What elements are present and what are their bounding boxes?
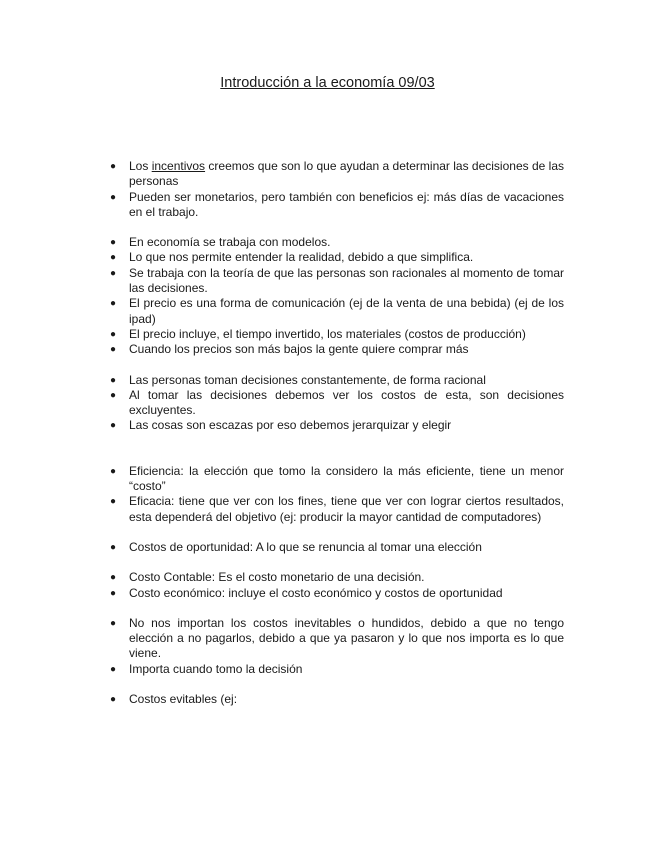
list-item [110,250,564,265]
item-text: El precio incluye, el tiempo invertido, los materiales (costos de producción) [129,326,526,341]
item-text: Se trabaja con la teoría de que las personas son racionales al momento de tomar las decisiones. [129,265,564,296]
bullet-icon: ● [110,374,117,386]
bullet-icon: ● [110,344,117,356]
list-item [110,570,564,585]
list-item [110,327,564,342]
item-text: Al tomar las decisiones debemos ver los costos de esta, son decisiones excluyentes. [129,387,564,418]
bullet-icon: ● [110,587,117,599]
item-text: Cuando los precios son más bajos la gente quiere comprar más [129,342,469,357]
item-text: Eficacia: tiene que ver con los fines, tiene que ver con lograr ciertos resultados, esta dependerá del objetivo (ej: producir la mayor cantidad de computadores) [129,494,564,524]
item-text: Pueden ser monetarios, pero también con beneficios ej: más días de vacaciones en el trabajo. [129,189,564,219]
list-item [110,586,564,601]
item-text-prefix: Los [129,159,152,173]
item-text: El precio es una forma de comunicación (ej de la venta de una bebida) (ej de los ipad) [129,296,564,326]
bullet-icon: ● [110,572,117,584]
bullet-icon: ● [110,389,117,401]
list-item [110,540,564,555]
list-item [110,235,564,250]
bullet-group-costos [110,570,564,601]
item-text: Lo que nos permite entender la realidad, debido a que simplifica. [129,250,474,265]
item-text: creemos que son lo que ayudan a determinar las decisiones de las personas [129,159,564,189]
bullet-icon: ● [110,541,117,553]
item-text: Costo económico: incluye el costo económico y costos de oportunidad [129,585,503,600]
bullet-group-oportunidad [110,540,564,555]
list-item [110,266,564,297]
item-text: Costos evitables (ej: [129,692,238,707]
bullet-icon: ● [110,465,117,477]
bullet-icon: ● [110,694,117,706]
bullet-group-incentivos [110,159,564,220]
item-text: No nos importan los costos inevitables o hundidos, debido a que no tengo elección a no pagarlos, debido a que ya pasaron y lo que nos importa es lo que viene. [129,615,564,661]
list-item [110,616,564,662]
item-text: Costos de oportunidad: A lo que se renuncia al tomar una elección [129,539,482,554]
list-item [110,296,564,327]
bullet-group-modelos [110,235,564,357]
bullet-icon: ● [110,237,117,249]
item-text: En economía se trabaja con modelos. [129,235,331,250]
notes-body [110,159,564,722]
bullet-group-hundidos [110,616,564,677]
list-item [110,388,564,419]
item-text: Costo Contable: Es el costo monetario de una decisión. [129,570,425,585]
bullet-icon: ● [110,617,117,629]
bullet-group-eficiencia [110,464,564,525]
list-item [110,190,564,221]
list-item [110,662,564,677]
item-text: Importa cuando tomo la decisión [129,661,303,676]
list-item [110,464,564,495]
item-text: Eficiencia: la elección que tomo la considero la más eficiente, tiene un menor “costo” [129,463,564,494]
page-title: Introducción a la economía 09/03 [220,75,435,91]
bullet-icon: ● [110,496,117,508]
list-item [110,373,564,388]
bullet-icon: ● [110,191,117,203]
bullet-icon: ● [110,267,117,279]
bullet-icon: ● [110,298,117,310]
list-item [110,418,564,433]
bullet-icon: ● [110,252,117,264]
bullet-icon: ● [110,420,117,432]
bullet-icon: ● [110,328,117,340]
bullet-group-decisiones [110,373,564,434]
underlined-term: incentivos [151,159,206,173]
list-item [110,159,564,190]
bullet-icon: ● [110,663,117,675]
list-item [110,692,564,707]
item-text: Las personas toman decisiones constantemente, de forma racional [129,372,486,387]
bullet-icon: ● [110,161,117,172]
list-item [110,342,564,357]
item-text: Las cosas son escazas por eso debemos jerarquizar y elegir [129,418,452,433]
list-item [110,494,564,525]
bullet-group-evitables [110,692,564,707]
